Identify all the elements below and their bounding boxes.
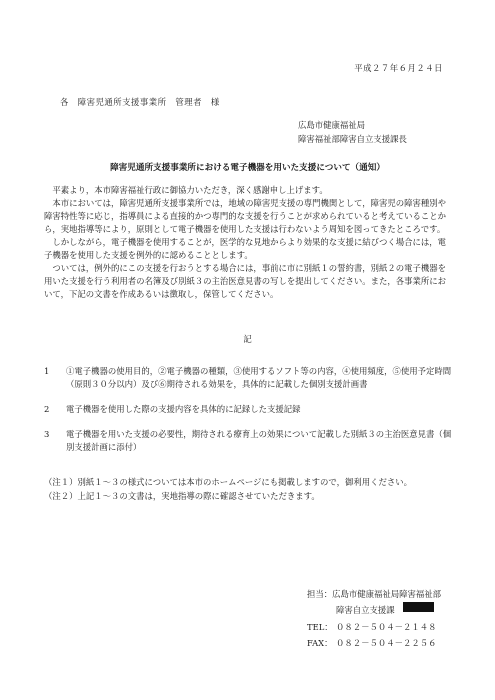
notes-block xyxy=(44,476,454,504)
contact-fax xyxy=(307,635,457,651)
body-paragraph: ついては，例外的にこの支援を行おうとする場合には，事前に市に別紙１の誓約書，別紙２の電子機器を用いた支援を行う利用者の名簿及び別紙３の主治医意見書の写しを提出してください。また，各事業所において，下記の文書を作成あるいは徴取し，保管してください。 xyxy=(44,263,447,300)
list-item-number: 2 xyxy=(44,404,50,415)
ki-heading: 記 xyxy=(243,334,252,344)
sender-block xyxy=(298,118,407,147)
body-text xyxy=(44,184,446,301)
tel-number: ０８２－５０４－２１４８ xyxy=(336,621,437,632)
contact-line-2 xyxy=(307,602,457,618)
body-paragraph: 本市においては，障害児通所支援事業所では，地域の障害児支援の専門機関として，障害児の障害種別や障害特性等に応じ，指導員による直接的かつ専門的な支援を行うことが求められていると考えていることから，実地指導等により，原則として電子機器を使用した支援は行わないよう周知を図ってきたところです。 xyxy=(44,198,446,235)
contact-line-1: 担当：広島市健康福祉局障害福祉部 xyxy=(307,589,441,599)
fax-label: FAX： xyxy=(307,638,333,649)
list-item xyxy=(44,403,454,416)
document-title: 障害児通所支援事業所における電子機器を用いた支援について（通知） xyxy=(110,163,385,173)
list-item xyxy=(44,428,454,454)
recipient-line: 各 障害児通所支援事業所 管理者 様 xyxy=(60,97,220,107)
fax-number: ０８２－５０４－２２５６ xyxy=(336,638,437,649)
contact-tel xyxy=(307,619,457,635)
contact-block xyxy=(307,586,457,652)
list-item xyxy=(44,365,454,391)
sender-title: 障害福祉部障害自立支援課長 xyxy=(298,134,407,145)
body-paragraph: しかしながら，電子機器を使用することが，医学的な見地からより効果的な支援に結びつく場合には，電子機器を使用した支援を例外的に認めることとします。 xyxy=(44,237,447,261)
contact-section: 障害自立支援課 xyxy=(336,605,395,616)
document-date: 平成２７年６月２４日 xyxy=(354,63,443,73)
list-item-text: ①電子機器の使用目的，②電子機器の種類，③使用するソフト等の内容，④使用頻度，⑤使用予定時間（原則３０分以内）及び⑥期待される効果を，具体的に記載した個別支援計画書 xyxy=(66,366,452,390)
numbered-list xyxy=(44,365,454,466)
redaction-block xyxy=(403,602,434,612)
list-item-text: 電子機器を用いた支援の必要性，期待される療育上の効果について記載した別紙３の主治医意見書（個別支援計画に添付） xyxy=(66,429,452,453)
sender-department: 広島市健康福祉局 xyxy=(298,120,365,130)
list-item-text: 電子機器を使用した際の支援内容を具体的に記録した支援記録 xyxy=(66,404,301,415)
tel-label: TEL： xyxy=(307,621,333,632)
body-paragraph: 平素より，本市障害福祉行政に御協力いただき，深く感謝申し上げます。 xyxy=(52,185,328,195)
list-item-number: 3 xyxy=(44,429,50,440)
list-item-number: 1 xyxy=(44,366,50,376)
note-1: （注１）別紙１～３の様式については本市のホームページにも掲載しますので，御利用ください。 xyxy=(44,477,412,487)
note-2: （注２）上記１～３の文書は，実地指導の際に確認させていただきます。 xyxy=(44,491,320,502)
